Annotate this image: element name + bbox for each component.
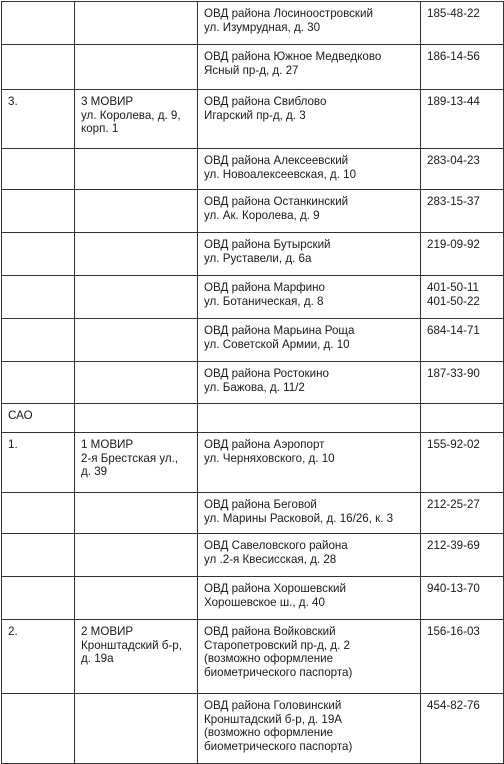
- center-cell: [75, 362, 198, 404]
- number-cell: [2, 577, 75, 620]
- office-cell: ОВД района Марфино ул. Ботаническая, д. 8: [198, 276, 421, 319]
- number-cell: [2, 190, 75, 233]
- number-cell: 3.: [2, 90, 75, 149]
- center-cell: [75, 276, 198, 319]
- office-cell: ОВД района Ростокино ул. Бажова, д. 11/2: [198, 362, 421, 404]
- table-row: [2, 433, 504, 493]
- table-row: [2, 276, 504, 319]
- table-row: [2, 149, 504, 190]
- center-cell: [75, 149, 198, 190]
- phone-cell: 283-04-23: [421, 149, 504, 190]
- center-cell: 2 МОВИР Кронштадский б-р, д. 19а: [75, 620, 198, 694]
- table-row: [2, 190, 504, 233]
- office-cell: ОВД района Останкинский ул. Ак. Королева, д. 9: [198, 190, 421, 233]
- table-row: [2, 577, 504, 620]
- phone-cell: 156-16-03: [421, 620, 504, 694]
- center-cell: [75, 404, 198, 433]
- number-cell: [2, 362, 75, 404]
- number-cell: [2, 276, 75, 319]
- number-cell: [2, 319, 75, 362]
- phone-cell: 185-48-22: [421, 2, 504, 45]
- office-cell: ОВД района Алексеевский ул. Новоалексеевская, д. 10: [198, 149, 421, 190]
- number-cell: 1.: [2, 433, 75, 493]
- center-cell: [75, 493, 198, 534]
- phone-cell: 283-15-37: [421, 190, 504, 233]
- phone-cell: 684-14-71: [421, 319, 504, 362]
- table-row: [2, 694, 504, 764]
- phone-cell: 219-09-92: [421, 233, 504, 276]
- center-cell: 3 МОВИР ул. Королева, д. 9, корп. 1: [75, 90, 198, 149]
- office-cell: ОВД района Марьина Роща ул. Советской Армии, д. 10: [198, 319, 421, 362]
- center-cell: [75, 534, 198, 577]
- office-cell: ОВД района Головинский Кронштадский б-р, д. 19А (возможно оформление биометрического паспорта): [198, 694, 421, 764]
- phone-cell: 189-13-44: [421, 90, 504, 149]
- phone-cell: 454-82-76: [421, 694, 504, 764]
- phone-cell: 186-14-56: [421, 45, 504, 90]
- center-cell: [75, 694, 198, 764]
- office-cell: ОВД района Беговой ул. Марины Расковой, д. 16/26, к. 3: [198, 493, 421, 534]
- office-cell: ОВД района Войковский Старопетровский пр-д, д. 2 (возможно оформление биометрического паспорта): [198, 620, 421, 694]
- number-cell: [2, 534, 75, 577]
- center-cell: [75, 577, 198, 620]
- center-cell: [75, 190, 198, 233]
- table-row: [2, 2, 504, 45]
- number-cell: [2, 149, 75, 190]
- table-row: [2, 233, 504, 276]
- office-cell: ОВД района Лосиноостровский ул. Изумрудная, д. 30: [198, 2, 421, 45]
- table-row: [2, 319, 504, 362]
- number-cell: 2.: [2, 620, 75, 694]
- directory-table: [1, 1, 504, 764]
- center-cell: [75, 233, 198, 276]
- number-cell: [2, 2, 75, 45]
- office-cell: ОВД района Свиблово Игарский пр-д, д. 3: [198, 90, 421, 149]
- phone-cell: 187-33-90: [421, 362, 504, 404]
- table-row: [2, 45, 504, 90]
- phone-cell: 401-50-11 401-50-22: [421, 276, 504, 319]
- directory-table-body: [2, 2, 504, 764]
- office-cell: ОВД Савеловского района ул .2-я Квесисская, д. 28: [198, 534, 421, 577]
- number-cell: [2, 45, 75, 90]
- office-cell: ОВД района Южное Медведково Ясный пр-д, д. 27: [198, 45, 421, 90]
- phone-cell: 212-39-69: [421, 534, 504, 577]
- phone-cell: 155-92-02: [421, 433, 504, 493]
- office-cell: ОВД района Аэропорт ул. Черняховского, д. 10: [198, 433, 421, 493]
- number-cell: [2, 493, 75, 534]
- phone-cell: [421, 404, 504, 433]
- phone-cell: 212-25-27: [421, 493, 504, 534]
- number-cell: [2, 233, 75, 276]
- table-row: [2, 534, 504, 577]
- center-cell: [75, 45, 198, 90]
- table-row: [2, 362, 504, 404]
- section-row: [2, 404, 504, 433]
- office-cell: [198, 404, 421, 433]
- section-label-cell: САО: [2, 404, 75, 433]
- table-row: [2, 620, 504, 694]
- center-cell: [75, 319, 198, 362]
- table-row: [2, 90, 504, 149]
- center-cell: [75, 2, 198, 45]
- office-cell: ОВД района Хорошевский Хорошевское ш., д. 40: [198, 577, 421, 620]
- office-cell: ОВД района Бутырский ул. Руставели, д. 6а: [198, 233, 421, 276]
- phone-cell: 940-13-70: [421, 577, 504, 620]
- number-cell: [2, 694, 75, 764]
- center-cell: 1 МОВИР 2-я Брестская ул., д. 39: [75, 433, 198, 493]
- table-row: [2, 493, 504, 534]
